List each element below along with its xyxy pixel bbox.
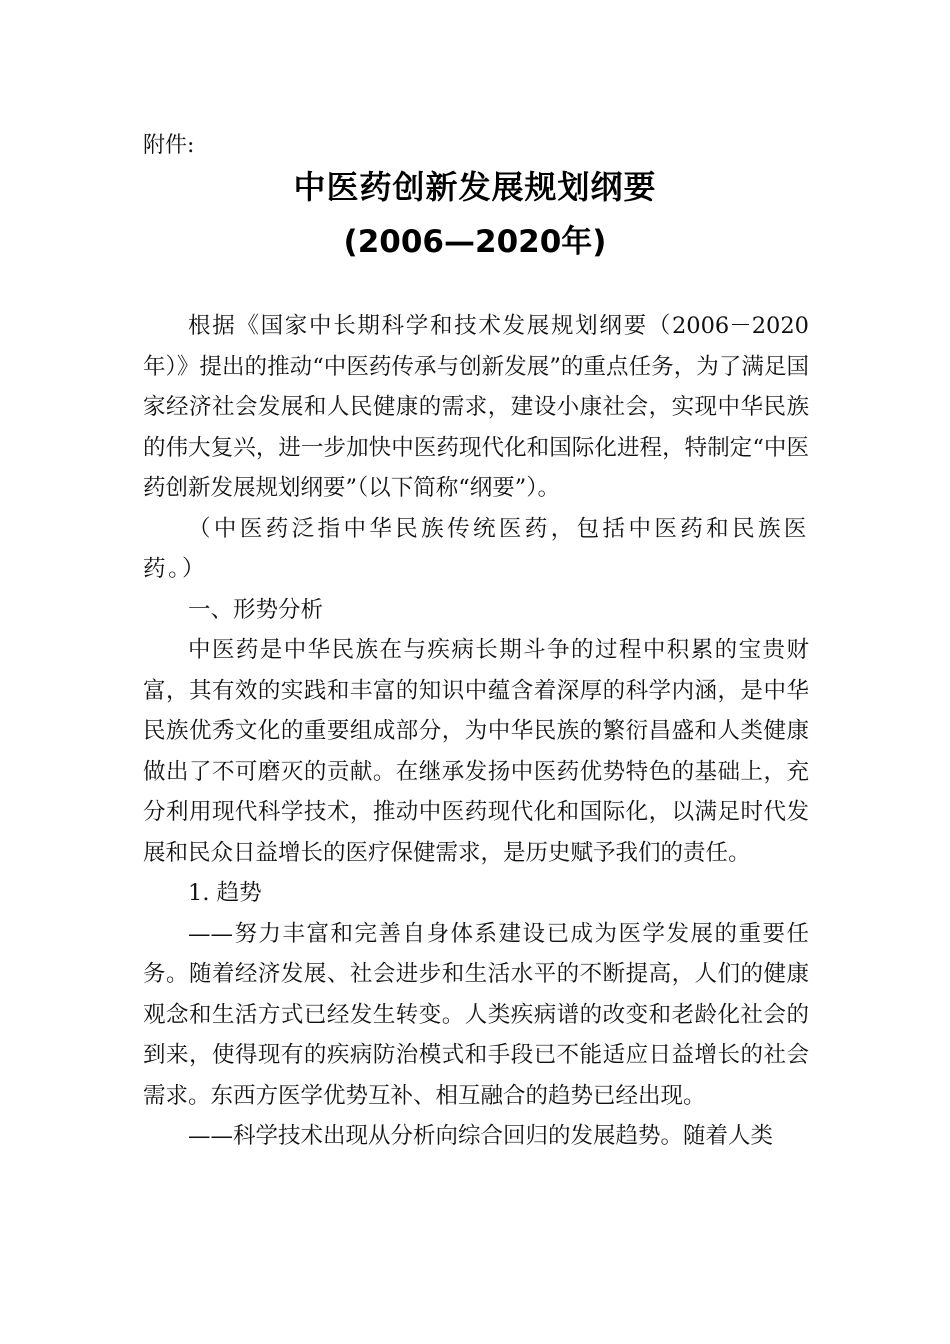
document-subtitle: (2006—2020年): [343, 224, 607, 260]
paragraph-situation: 中医药是中华民族在与疾病长期斗争的过程中积累的宝贵财富，其有效的实践和丰富的知识中蕴含着深厚的科学内涵，是中华民族优秀文化的重要组成部分，为中华民族的繁衍昌盛和人类健康做出了不可磨灭的贡献。在继承发扬中医药优势特色的基础上，充分利用现代科学技术，推动中医药现代化和国际化，以满足时代发展和民众日益增长的医疗保健需求，是历史赋予我们的责任。: [143, 637, 809, 866]
attachment-label: 附件:: [143, 133, 195, 158]
section-heading-situation: 一、形势分析: [188, 596, 324, 623]
document-title: 中医药创新发展规划纲要: [293, 168, 657, 206]
paragraph-trend-1: ——努力丰富和完善自身体系建设已成为医学发展的重要任务。随着经济发展、社会进步和生活水平的不断提高，人们的健康观念和生活方式已经发生转变。人类疾病谱的改变和老龄化社会的到来，使得现有的疾病防治模式和手段已不能适应日益增长的社会需求。东西方医学优势互补、相互融合的趋势已经出现。: [143, 920, 809, 1109]
paragraph-trend-2: ——科学技术出现从分析向综合回归的发展趋势。随着人类: [188, 1123, 774, 1149]
subsection-heading-trend: 1. 趋势: [188, 880, 262, 906]
paragraph-note: （中医药泛指中华民族传统医药，包括中医药和民族医药。）: [143, 515, 809, 582]
paragraph-intro: 根据《国家中长期科学和技术发展规划纲要（2006－2020年）》提出的推动“中医药传承与创新发展”的重点任务，为了满足国家经济社会发展和人民健康的需求，建设小康社会，实现中华民族的伟大复兴，进一步加快中医药现代化和国际化进程，特制定“中医药创新发展规划纲要”（以下简称“纲要”）。: [143, 313, 809, 501]
document-body: [143, 306, 809, 1157]
